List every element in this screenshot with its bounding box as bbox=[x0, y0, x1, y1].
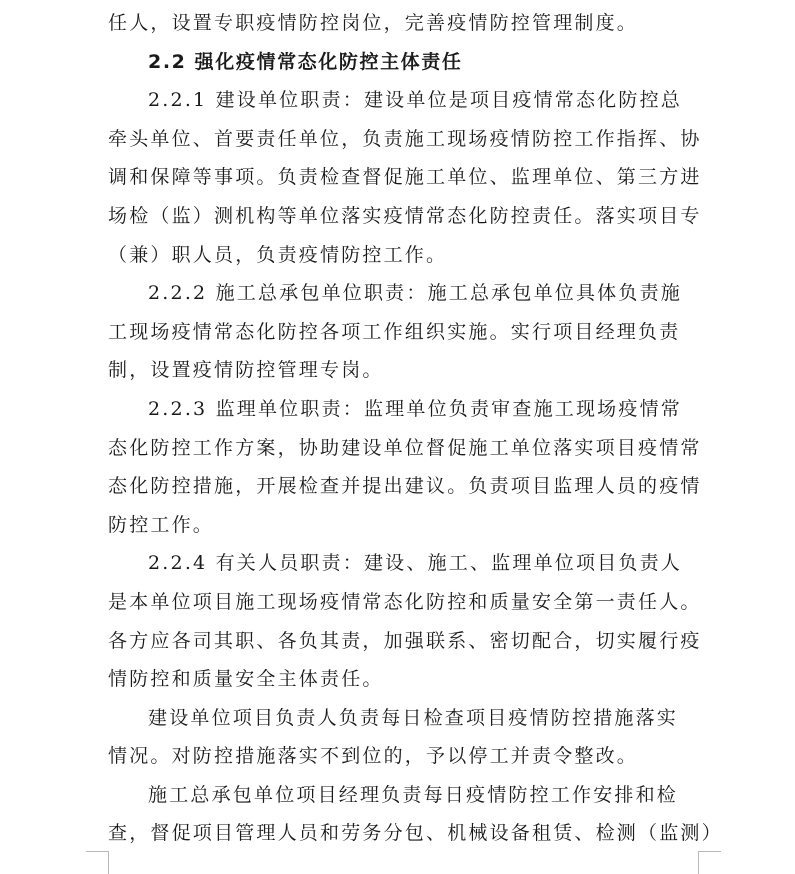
text-line: 任人，设置专职疫情防控岗位，完善疫情防控管理制度。 bbox=[108, 12, 639, 34]
text-line: （兼）职人员，负责疫情防控工作。 bbox=[108, 243, 448, 266]
text-line: 2.2.2 施工总承包单位职责：施工总承包单位具体负责施 bbox=[148, 282, 682, 305]
text-line: 态化防控措施，开展检查并提出建议。负责项目监理人员的疫情 bbox=[108, 475, 702, 498]
text-line: 是本单位项目施工现场疫情常态化防控和质量安全第一责任人。 bbox=[108, 590, 702, 613]
section-heading: 2.2 强化疫情常态化防控主体责任 bbox=[148, 50, 463, 73]
text-line: 调和保障等事项。负责检查督促施工单位、监理单位、第三方进 bbox=[108, 166, 702, 189]
text-line: 2.2.1 建设单位职责：建设单位是项目疫情常态化防控总 bbox=[148, 89, 682, 112]
text-line: 牵头单位、首要责任单位，负责施工现场疫情防控工作指挥、协 bbox=[108, 127, 702, 150]
text-line: 2.2.3 监理单位职责：监理单位负责审查施工现场疫情常 bbox=[148, 397, 682, 420]
text-line: 防控工作。 bbox=[108, 513, 215, 536]
page-corner-mark-left bbox=[86, 851, 109, 874]
text-line: 情防控和质量安全主体责任。 bbox=[108, 668, 384, 691]
text-line: 场检（监）测机构等单位落实疫情常态化防控责任。落实项目专 bbox=[108, 204, 702, 227]
text-line: 2.2.4 有关人员职责：建设、施工、监理单位项目负责人 bbox=[148, 552, 682, 575]
page-corner-mark-right bbox=[698, 851, 721, 874]
text-line: 各方应各司其职、各负其责，加强联系、密切配合，切实履行疫 bbox=[108, 629, 702, 652]
text-line: 建设单位项目负责人负责每日检查项目疫情防控措施落实 bbox=[148, 706, 679, 729]
text-line: 态化防控工作方案，协助建设单位督促施工单位落实项目疫情常 bbox=[108, 436, 702, 459]
text-line: 工现场疫情常态化防控各项工作组织实施。实行项目经理负责 bbox=[108, 320, 681, 343]
document-body bbox=[108, 4, 723, 853]
text-line: 查，督促项目管理人员和劳务分包、机械设备租赁、检测（监测） bbox=[108, 822, 723, 845]
text-line: 施工总承包单位项目经理负责每日疫情防控工作安排和检 bbox=[148, 783, 679, 806]
text-line: 情况。对防控措施落实不到位的，予以停工并责令整改。 bbox=[108, 745, 639, 768]
text-line: 制，设置疫情防控管理专岗。 bbox=[108, 359, 384, 382]
